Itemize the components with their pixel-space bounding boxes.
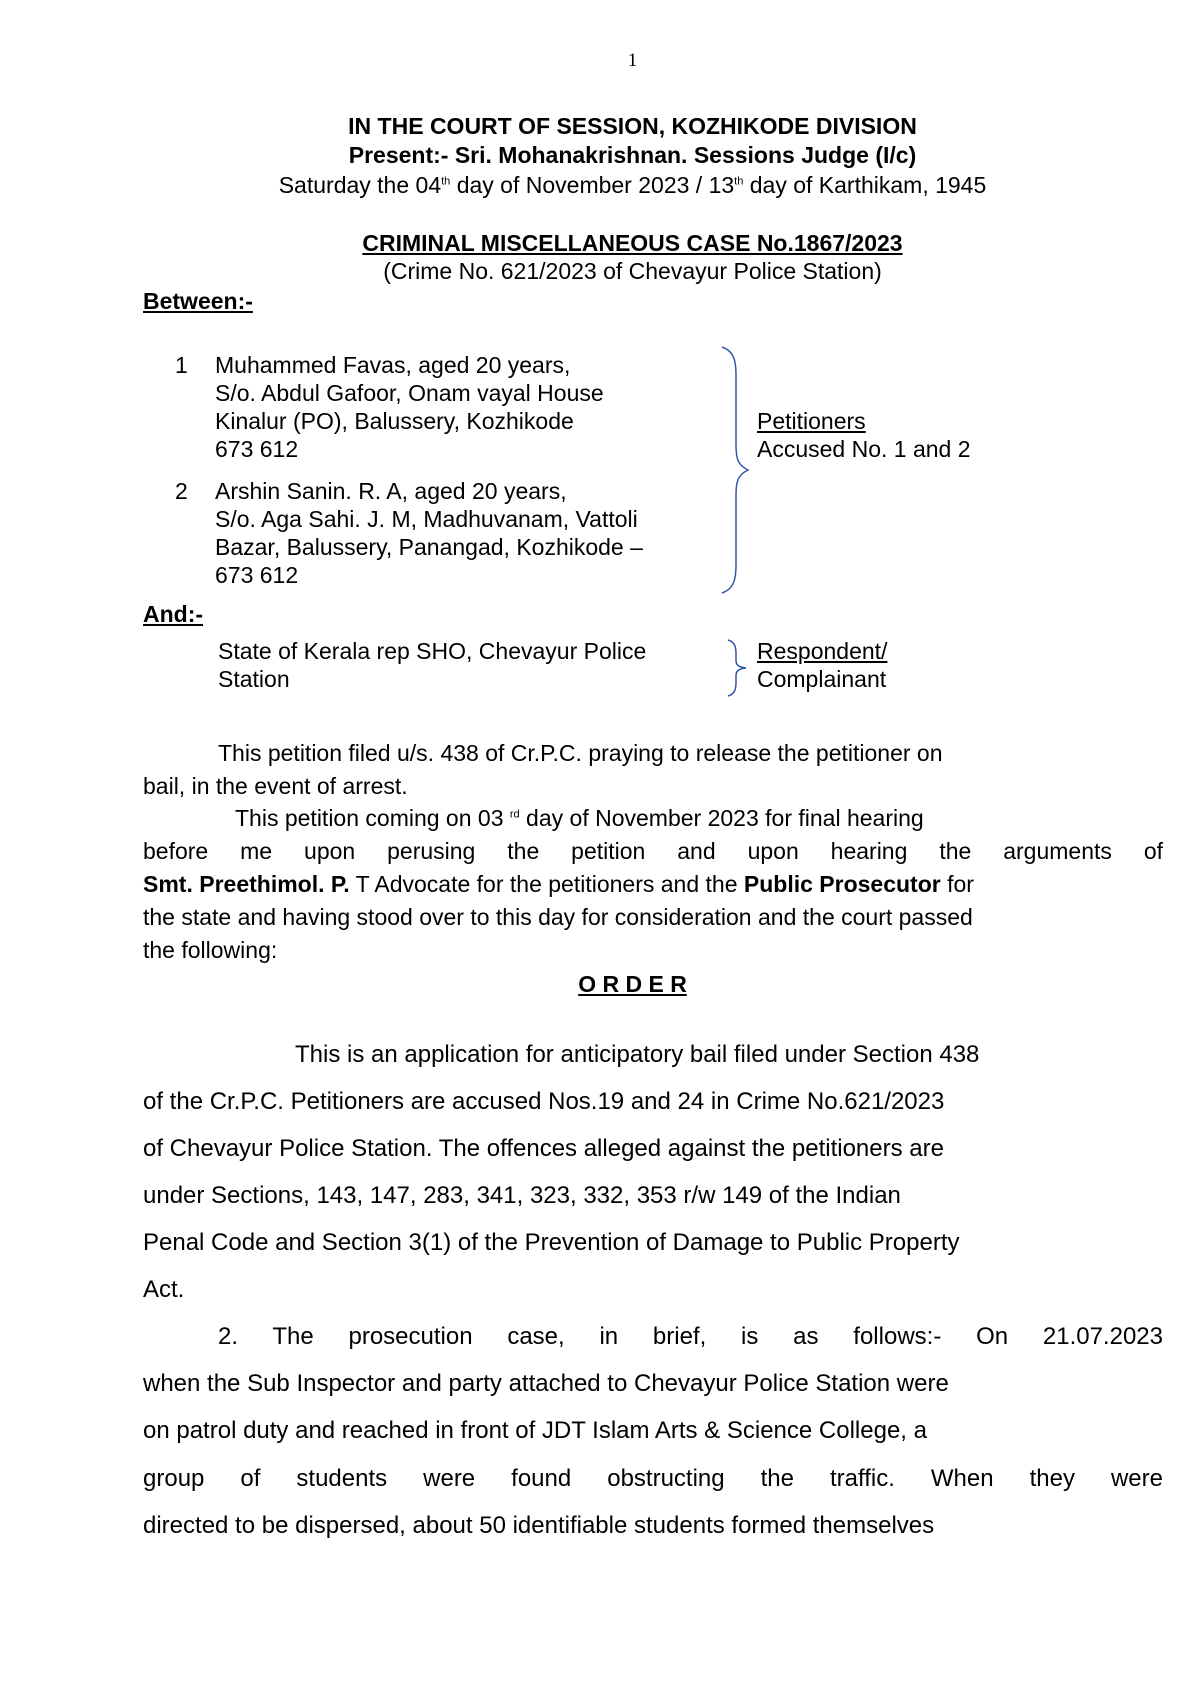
order-body-line: Penal Code and Section 3(1) of the Prevention of Damage to Public Property: [143, 1229, 960, 1256]
order-body-line: This is an application for anticipatory bail filed under Section 438: [295, 1041, 980, 1068]
preamble-line: bail, in the event of arrest.: [143, 773, 408, 799]
petitioner-1-line: Muhammed Favas, aged 20 years,: [215, 352, 571, 378]
preamble-line: the following:: [143, 937, 278, 963]
petitioner-2-line: S/o. Aga Sahi. J. M, Madhuvanam, Vattoli: [215, 506, 638, 532]
petitioner-2-line: 673 612: [215, 562, 299, 588]
preamble-line: Smt. Preethimol. P. T Advocate for the petitioners and the Public Prosecutor for: [143, 871, 974, 897]
crime-reference: (Crime No. 621/2023 of Chevayur Police Station): [383, 258, 882, 284]
petitioners-role: Petitioners: [757, 408, 866, 434]
respondent-brace: [726, 638, 752, 698]
between-label: Between:-: [143, 288, 253, 314]
order-body-line: when the Sub Inspector and party attached to Chevayur Police Station were: [143, 1370, 949, 1397]
present-line: Present:- Sri. Mohanakrishnan. Sessions Judge (I/c): [348, 142, 917, 168]
petitioners-accused: Accused No. 1 and 2: [757, 436, 971, 462]
order-body-line: 2. The prosecution case, in brief, is as follows:- On 21.07.2023: [218, 1323, 1163, 1350]
preamble-line: the state and having stood over to this day for consideration and the court passed: [143, 904, 973, 930]
petitioner-1-number: 1: [175, 352, 188, 378]
petitioner-2-line: Arshin Sanin. R. A, aged 20 years,: [215, 478, 567, 504]
order-body-line: under Sections, 143, 147, 283, 341, 323, 332, 353 r/w 149 of the Indian: [143, 1182, 901, 1209]
case-title: CRIMINAL MISCELLANEOUS CASE No.1867/2023: [362, 230, 903, 256]
order-body-line: directed to be dispersed, about 50 identifiable students formed themselves: [143, 1512, 935, 1539]
order-body-line: Act.: [143, 1276, 185, 1303]
order-body-line: group of students were found obstructing the traffic. When they were: [143, 1465, 1163, 1492]
preamble-line: This petition filed u/s. 438 of Cr.P.C. praying to release the petitioner on: [218, 740, 943, 766]
court-title: IN THE COURT OF SESSION, KOZHIKODE DIVISION: [348, 113, 917, 139]
preamble-line: before me upon perusing the petition and upon hearing the arguments of: [143, 838, 1163, 864]
respondent-complainant: Complainant: [757, 666, 887, 692]
order-body-line: of the Cr.P.C. Petitioners are accused Nos.19 and 24 in Crime No.621/2023: [143, 1088, 945, 1115]
respondent-line: Station: [218, 666, 290, 692]
petitioner-1-line: S/o. Abdul Gafoor, Onam vayal House: [215, 380, 604, 406]
date-line: Saturday the 04th day of November 2023 / 13th day of Karthikam, 1945: [278, 172, 987, 198]
order-heading: O R D E R: [578, 971, 687, 997]
page-number: 1: [627, 50, 638, 71]
petitioner-1-line: 673 612: [215, 436, 299, 462]
preamble-line: This petition coming on 03 $^{rd}$ day of November 2023 for final hearing: [235, 805, 924, 831]
petitioner-1-line: Kinalur (PO), Balussery, Kozhikode: [215, 408, 574, 434]
petitioner-2-number: 2: [175, 478, 188, 504]
respondent-line: State of Kerala rep SHO, Chevayur Police: [218, 638, 647, 664]
petitioner-2-line: Bazar, Balussery, Panangad, Kozhikode –: [215, 534, 643, 560]
order-body-line: of Chevayur Police Station. The offences alleged against the petitioners are: [143, 1135, 944, 1162]
and-label: And:-: [143, 601, 204, 627]
petitioners-brace: [720, 345, 750, 595]
order-body-line: on patrol duty and reached in front of JDT Islam Arts & Science College, a: [143, 1417, 927, 1444]
respondent-role: Respondent/: [757, 638, 888, 664]
